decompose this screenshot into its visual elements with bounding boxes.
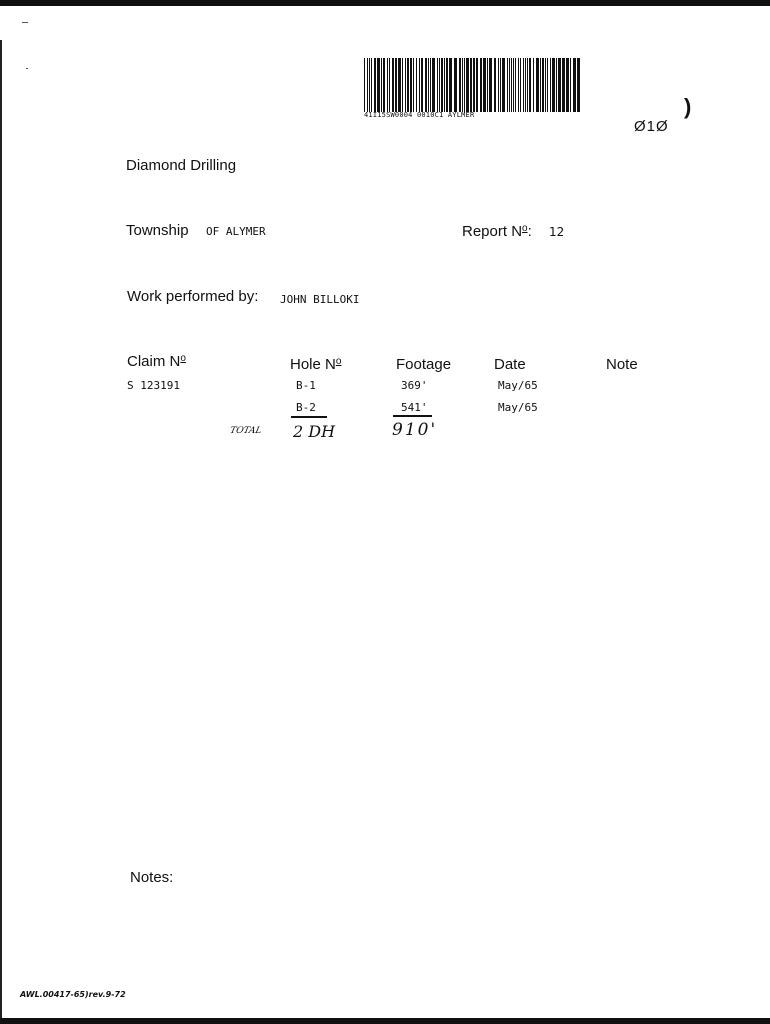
footage-cell: 541'	[401, 401, 428, 414]
barcode-bar	[509, 58, 510, 112]
hole-cell: B-1	[296, 379, 316, 392]
hole-number-header	[290, 356, 341, 373]
document-title: Diamond Drilling	[126, 157, 237, 174]
date-cell: May/65	[498, 379, 538, 392]
barcode-bar	[389, 58, 390, 112]
barcode-bar	[398, 58, 401, 112]
barcode-bar	[449, 58, 452, 112]
report-number-label	[462, 223, 532, 240]
barcode-bar	[558, 58, 561, 112]
work-performed-label: Work performed by:	[127, 288, 259, 305]
barcode-bar	[513, 58, 514, 112]
barcode-bar	[502, 58, 505, 112]
barcode-bar	[454, 58, 457, 112]
barcode-bar	[511, 58, 512, 112]
barcode-bar	[498, 58, 499, 112]
barcode-bar	[446, 58, 448, 112]
barcode-bar	[367, 58, 368, 112]
barcode-bar	[523, 58, 524, 112]
work-performed-value: JOHN BILLOKI	[280, 293, 360, 306]
barcode-bar	[533, 58, 534, 112]
barcode-bar	[413, 58, 414, 112]
barcode-bar	[369, 58, 370, 112]
report-number-superscript: o	[522, 223, 528, 234]
barcode-bar	[381, 58, 382, 112]
barcode-bar	[416, 58, 417, 112]
scan-bottom-border	[0, 1018, 770, 1024]
barcode-bar	[464, 58, 465, 112]
barcode-bar	[520, 58, 521, 112]
report-number-label-text: Report N	[462, 223, 523, 240]
barcode-bar	[432, 58, 435, 112]
barcode-bar	[573, 58, 576, 112]
township-label: Township	[126, 222, 189, 239]
barcode-bar	[402, 58, 403, 112]
barcode-bar	[547, 58, 548, 112]
scan-left-border	[0, 40, 2, 1020]
barcode-bar	[473, 58, 475, 112]
barcode-bar	[407, 58, 409, 112]
barcode-bar	[374, 58, 376, 112]
barcode-bar	[441, 58, 443, 112]
claim-header-superscript: o	[180, 353, 186, 364]
claim-header-text: Claim N	[127, 353, 181, 370]
barcode-bar	[383, 58, 385, 112]
barcode-bar	[410, 58, 412, 112]
barcode-bar	[507, 58, 508, 112]
barcode-bar	[466, 58, 469, 112]
barcode-bar	[489, 58, 492, 112]
barcode-bar	[518, 58, 519, 112]
barcode-bar	[419, 58, 420, 112]
barcode-bar	[500, 58, 501, 112]
barcode-bar	[542, 58, 544, 112]
barcode-bar	[536, 58, 539, 112]
barcode-bar	[550, 58, 551, 112]
barcode-bar	[439, 58, 440, 112]
form-code: AWL.00417-65)rev.9-72	[20, 990, 126, 999]
barcode-bar	[470, 58, 472, 112]
footage-total-underline	[393, 415, 432, 417]
handwritten-total-label: TOTAL	[228, 426, 263, 436]
township-value: OF ALYMER	[206, 225, 266, 238]
barcode-bar	[392, 58, 394, 112]
claim-number-header	[127, 353, 186, 370]
handwritten-total-holes: 2 DH	[293, 422, 336, 441]
scan-speck	[22, 22, 28, 23]
barcode-bar	[494, 58, 496, 112]
handwritten-total-footage: 910'	[392, 420, 438, 440]
hole-cell: B-2	[296, 401, 316, 414]
barcode-bar	[437, 58, 438, 112]
barcode-bar	[527, 58, 528, 112]
barcode-bar	[487, 58, 488, 112]
barcode-bar	[364, 58, 365, 112]
edge-mark: )	[684, 94, 692, 119]
barcode-bar	[540, 58, 541, 112]
barcode-bar	[529, 58, 531, 112]
barcode-bar	[421, 58, 423, 112]
barcode-bar	[525, 58, 526, 112]
scan-top-border	[0, 0, 770, 6]
barcode-bar	[476, 58, 478, 112]
report-number-value: 12	[549, 225, 565, 239]
hole-header-text: Hole N	[290, 356, 336, 373]
barcode-bar	[556, 58, 557, 112]
barcode-bar	[444, 58, 445, 112]
hole-header-superscript: o	[335, 356, 342, 367]
scan-speck	[26, 68, 28, 69]
document-code: Ø1Ø	[634, 118, 669, 135]
barcode-text: 41I15SW0004 0010C1 AYLMER	[364, 111, 475, 119]
barcode-bar	[430, 58, 431, 112]
barcode-bar	[387, 58, 388, 112]
notes-label: Notes:	[130, 869, 174, 886]
note-header: Note	[606, 356, 638, 373]
barcode-bar	[462, 58, 463, 112]
date-header: Date	[494, 356, 526, 373]
footage-header: Footage	[396, 356, 452, 373]
report-number-separator: :	[527, 223, 532, 240]
hole-total-underline	[291, 416, 327, 418]
barcode-bar	[377, 58, 380, 112]
barcode-bar	[395, 58, 397, 112]
barcode-bar	[483, 58, 486, 112]
barcode-bar	[570, 58, 571, 112]
barcode-bar	[545, 58, 546, 112]
claim-cell: S 123191	[127, 379, 180, 392]
barcode-bar	[405, 58, 406, 112]
barcode-bar	[552, 58, 555, 112]
barcode	[364, 58, 580, 112]
barcode-bar	[459, 58, 461, 112]
date-cell: May/65	[498, 401, 538, 414]
barcode-bar	[371, 58, 372, 112]
barcode-bar	[562, 58, 565, 112]
barcode-bar	[515, 58, 516, 112]
barcode-bar	[480, 58, 482, 112]
barcode-bar	[566, 58, 569, 112]
barcode-bar	[428, 58, 429, 112]
barcode-bar	[425, 58, 427, 112]
barcode-bar	[577, 58, 580, 112]
footage-cell: 369'	[401, 379, 428, 392]
